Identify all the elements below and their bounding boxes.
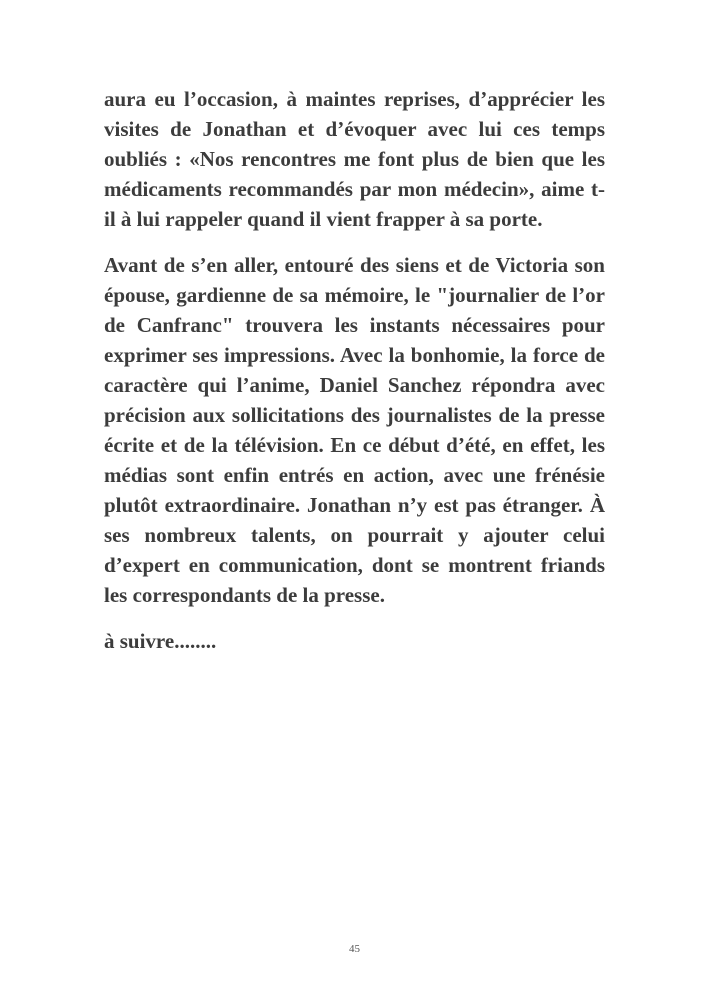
body-text <box>104 84 605 672</box>
paragraph-1: aura eu l’occasion, à maintes reprises, d’apprécier les visites de Jonathan et d’évoquer avec lui ces temps oubliés : «Nos rencontres me font plus de bien que les médicaments recommandés par mon médecin», aime t-il à lui rappeler quand il vient frapper à sa porte. <box>104 87 605 231</box>
to-be-continued: à suivre........ <box>104 629 217 653</box>
page-number: 45 <box>349 943 360 955</box>
paragraph-2: Avant de s’en aller, entouré des siens et de Victoria son épouse, gardienne de sa mémoire, le "journalier de l’or de Canfranc" trouvera les instants nécessaires pour exprimer ses impressions. Avec la bonhomie, la force de caractère qui l’anime, Daniel Sanchez répondra avec précision aux sollicitations des journalistes de la presse écrite et de la télévision. En ce début d’été, en effet, les médias sont enfin entrés en action, avec une frénésie plutôt extraordinaire. Jonathan n’y est pas étranger. À ses nombreux talents, on pourrait y ajouter celui d’expert en communication, dont se montrent friands les correspondants de la presse. <box>104 253 605 607</box>
